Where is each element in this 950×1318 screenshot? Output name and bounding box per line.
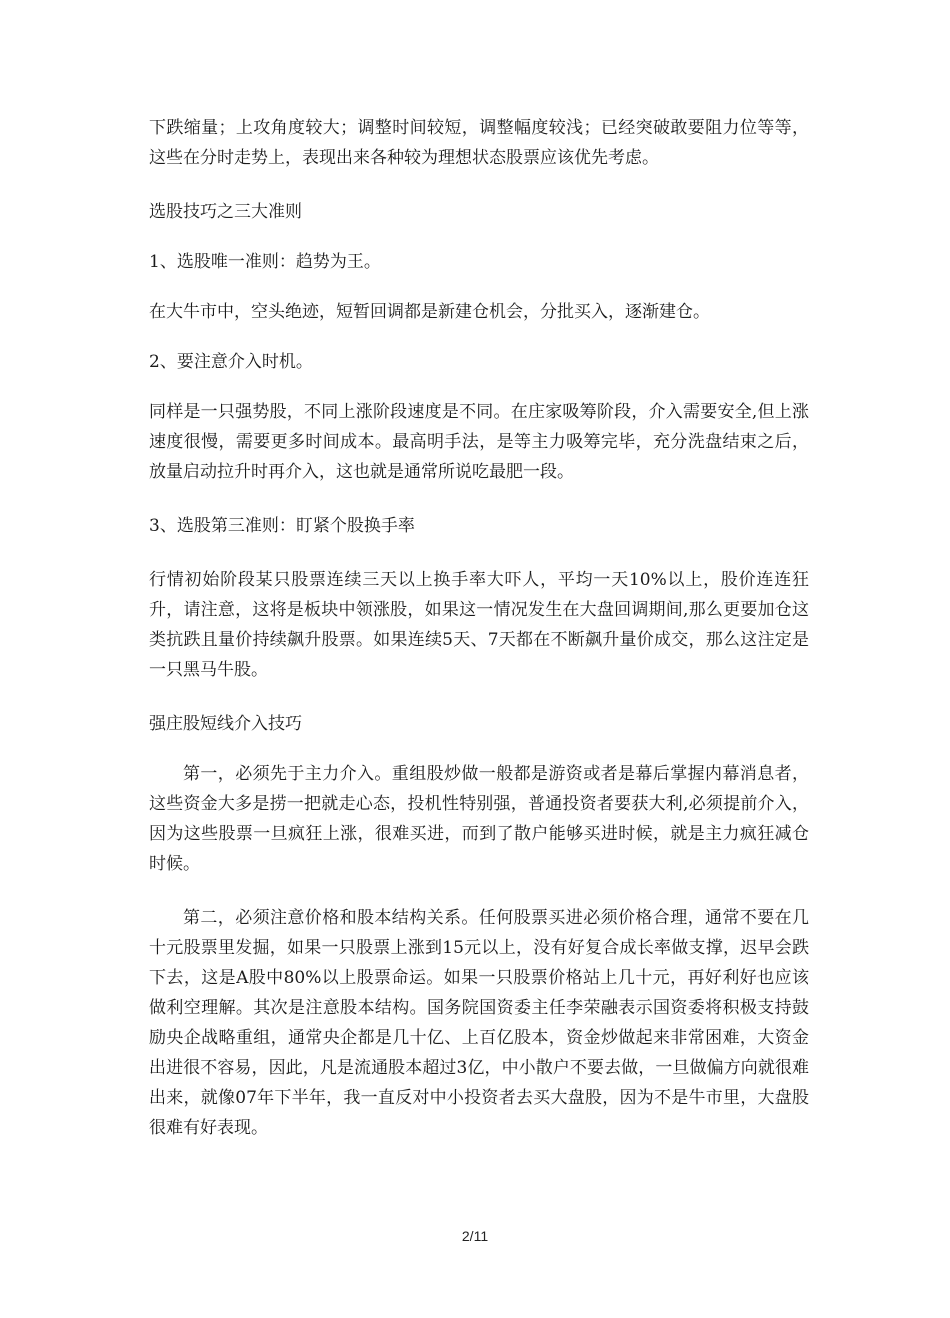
rule-2-heading: 2、要注意介入时机。 (149, 352, 313, 372)
section-heading-three-rules: 选股技巧之三大准则 (149, 202, 302, 222)
point-1-text: 第一，必须先于主力介入。重组股炒做一般都是游资或者是幕后掌握内幕消息者，这些资金大多是捞一把就走心态，投机性特别强，普通投资者要获大利,必须提前介入，因为这些股票一旦疯狂上涨，很难买进，而到了散户能够买进时候，就是主力疯狂减仓时候。 (149, 764, 809, 874)
section-heading-short-term: 强庄股短线介入技巧 (149, 714, 302, 734)
document-body (149, 113, 809, 1167)
paragraph-intro-continuation: 下跌缩量；上攻角度较大；调整时间较短，调整幅度较浅；已经突破敢要阻力位等等，这些在分时走势上，表现出来各种较为理想状态股票应该优先考虑。 (149, 118, 809, 168)
rule-2-text: 同样是一只强势股，不同上涨阶段速度是不同。在庄家吸筹阶段，介入需要安全,但上涨速度很慢，需要更多时间成本。最高明手法，是等主力吸筹完毕，充分洗盘结束之后，放量启动拉升时再介入，这也就是通常所说吃最肥一段。 (149, 402, 809, 482)
rule-1-heading: 1、选股唯一准则：趋势为王。 (149, 252, 381, 272)
rule-1-text: 在大牛市中，空头绝迹，短暂回调都是新建仓机会，分批买入，逐渐建仓。 (149, 302, 710, 322)
page-number: 2/11 (461, 1228, 489, 1244)
point-2-text: 第二，必须注意价格和股本结构关系。任何股票买进必须价格合理，通常不要在几十元股票里发掘，如果一只股票上涨到15元以上，没有好复合成长率做支撑，迟早会跌下去，这是A股中80%以上股票命运。如果一只股票价格站上几十元，再好利好也应该做利空理解。其次是注意股本结构。国务院国资委主任李荣融表示国资委将积极支持鼓励央企战略重组，通常央企都是几十亿、上百亿股本，资金炒做起来非常困难，大资金出进很不容易，因此，凡是流通股本超过3亿，中小散户不要去做，一旦做偏方向就很难出来，就像07年下半年，我一直反对中小投资者去买大盘股，因为不是牛市里，大盘股很难有好表现。 (149, 908, 809, 1138)
rule-3-heading: 3、选股第三准则：盯紧个股换手率 (149, 516, 415, 536)
rule-3-text: 行情初始阶段某只股票连续三天以上换手率大吓人，平均一天10%以上，股价连连狂升，请注意，这将是板块中领涨股，如果这一情况发生在大盘回调期间,那么更要加仓这类抗跌且量价持续飙升股票。如果连续5天、7天都在不断飙升量价成交，那么这注定是一只黑马牛股。 (149, 570, 809, 680)
